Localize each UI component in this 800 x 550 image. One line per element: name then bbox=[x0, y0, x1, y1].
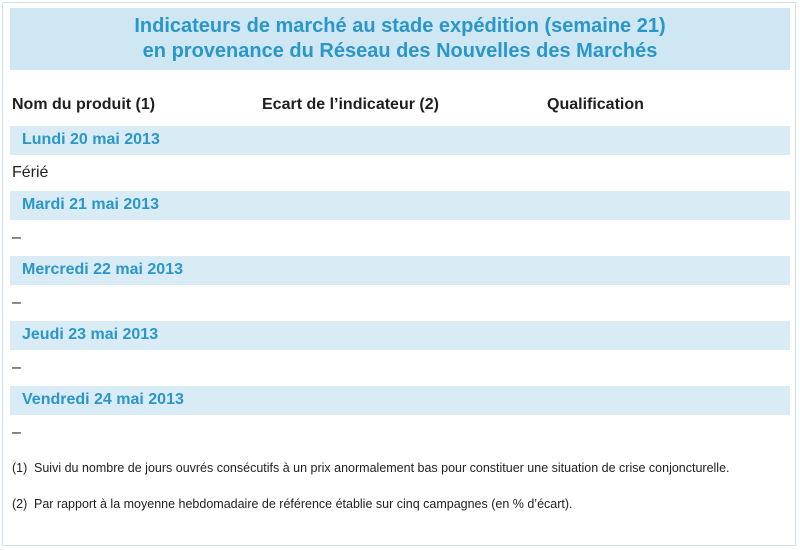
title-line-2: en provenance du Réseau des Nouvelles des Marchés bbox=[142, 40, 658, 62]
day-band-wednesday bbox=[10, 256, 790, 285]
day-entry-friday: – bbox=[12, 424, 21, 441]
footnote-text: Par rapport à la moyenne hebdomadaire de référence établie sur cinq campagnes (en % d’écart). bbox=[34, 497, 573, 511]
title-banner bbox=[10, 8, 790, 70]
day-band-monday bbox=[10, 126, 790, 155]
day-label: Mercredi 22 mai 2013 bbox=[22, 261, 183, 278]
day-label: Vendredi 24 mai 2013 bbox=[22, 391, 184, 408]
footnote-1 bbox=[12, 461, 788, 476]
footnote-number: (2) bbox=[12, 497, 28, 511]
day-entry-wednesday: – bbox=[12, 294, 21, 311]
day-band-thursday bbox=[10, 321, 790, 350]
day-band-friday bbox=[10, 386, 790, 415]
column-header-qualification: Qualification bbox=[547, 96, 644, 113]
column-header-product: Nom du produit (1) bbox=[12, 96, 156, 113]
day-label: Jeudi 23 mai 2013 bbox=[22, 326, 159, 343]
day-entry-thursday: – bbox=[12, 359, 21, 376]
title-line-1: Indicateurs de marché au stade expédition (semaine 21) bbox=[134, 15, 666, 37]
column-header-gap: Ecart de l’indicateur (2) bbox=[262, 96, 439, 113]
day-label: Lundi 20 mai 2013 bbox=[22, 131, 160, 148]
footnote-text: Suivi du nombre de jours ouvrés consécutifs à un prix anormalement bas pour constituer une situation de crise conjoncturelle. bbox=[34, 461, 730, 475]
day-entry-monday: Férié bbox=[12, 164, 49, 181]
footnote-number: (1) bbox=[12, 461, 28, 475]
day-label: Mardi 21 mai 2013 bbox=[22, 196, 159, 213]
footnote-2 bbox=[12, 497, 788, 512]
day-band-tuesday bbox=[10, 191, 790, 220]
day-entry-tuesday: – bbox=[12, 229, 21, 246]
